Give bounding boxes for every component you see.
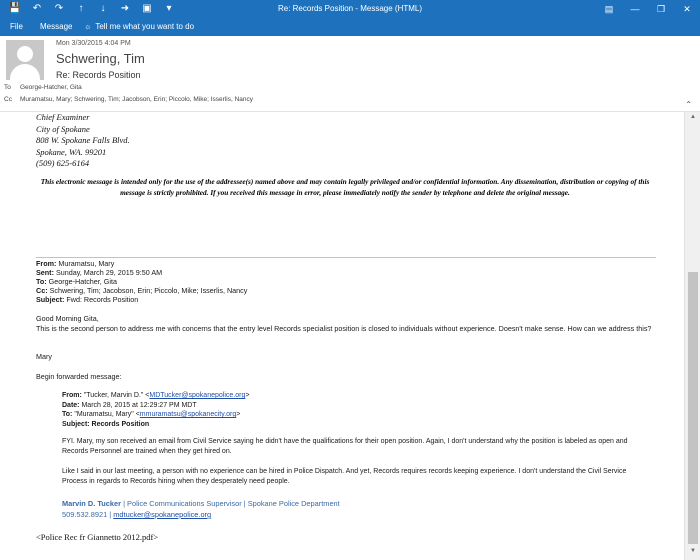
original-header	[62, 391, 249, 429]
tab-message[interactable]: Message	[40, 22, 73, 31]
orig-date-row	[62, 401, 249, 411]
paragraph: Like I said in our last meeting, a person with no experience can be hired in Police Dispatch. And yet, Records requires records keeping experience. I don't understand the Civil Service Process in regards to Records hiring when they desperately need people.	[62, 468, 627, 485]
minimize-icon[interactable]: —	[630, 4, 640, 14]
to-recipients[interactable]: George-Hatcher, Gita	[20, 84, 82, 91]
lightbulb-icon: ☼	[84, 22, 92, 31]
signoff-mary: Mary	[36, 352, 52, 361]
window-controls	[596, 0, 700, 18]
fwd-sent-row	[36, 268, 247, 277]
ribbon	[0, 18, 700, 36]
begin-forwarded: Begin forwarded message:	[36, 372, 122, 381]
separator-line	[36, 257, 656, 258]
tucker-dept: Spokane Police Department	[247, 499, 340, 508]
orig-to-row	[62, 410, 249, 420]
cc-row	[4, 96, 253, 103]
fwd-subject-row	[36, 295, 247, 304]
fwd-from-row	[36, 259, 247, 268]
fwd-from-value: Muramatsu, Mary	[58, 259, 115, 268]
orig-from-email-link[interactable]: MDTucker@spokanepolice.org	[149, 392, 246, 399]
to-label: To	[4, 84, 11, 91]
orig-subject-row	[62, 420, 249, 430]
message-date: Mon 3/30/2015 4:04 PM	[56, 40, 131, 47]
fwd-to-row	[36, 277, 247, 286]
redo-icon[interactable]: ↷	[54, 3, 64, 14]
attachment-reference[interactable]: <Police Rec fr Giannetto 2012.pdf>	[36, 532, 159, 542]
tucker-signature	[62, 498, 340, 520]
fwd-to-label: To:	[36, 277, 47, 286]
fwd-to-value: George-Hatcher, Gita	[48, 277, 117, 286]
signature-line: 808 W. Spokane Falls Blvd.	[36, 135, 130, 145]
orig-date-value: March 28, 2015 at 12:29:27 PM MDT	[81, 401, 197, 409]
fwd-cc-label: Cc:	[36, 286, 48, 295]
tell-me-placeholder: Tell me what you want to do	[95, 22, 195, 31]
cc-recipients[interactable]: Muramatsu, Mary; Schwering, Tim; Jacobson, Erin; Piccolo, Mike; Isserlis, Nancy	[20, 96, 253, 103]
orig-from-close: >	[245, 392, 250, 399]
down-arrow-icon[interactable]: ↓	[100, 3, 106, 14]
vertical-scrollbar[interactable]	[684, 112, 700, 560]
fwd-cc-row	[36, 286, 247, 295]
fwd-subject-value: Fwd: Records Position	[66, 295, 139, 304]
save-icon[interactable]: 💾	[8, 3, 22, 14]
tab-file[interactable]: File	[10, 22, 23, 31]
scroll-up-icon[interactable]: ▲	[690, 114, 696, 120]
confidentiality-disclaimer: This electronic message is intended only for the use of the addressee(s) named above and may contain legally privileged and/or confidential information. Any dissemination, distribution or copying of this message is strictly prohibited. If you received this message in error, please immediately notify the sender by telephone and delete the original message.	[40, 177, 650, 197]
orig-to-close: >	[236, 411, 241, 418]
tucker-email-link[interactable]: mdtucker@spokanepolice.org	[113, 510, 212, 519]
sig-separator: |	[107, 510, 114, 519]
window-title: Re: Records Position - Message (HTML)	[277, 4, 423, 13]
tucker-name: Marvin D. Tucker	[62, 499, 122, 508]
fwd-sent-value: Sunday, March 29, 2015 9:50 AM	[55, 268, 163, 277]
orig-to-email-link[interactable]: mmuramatsu@spokanecity.org	[139, 411, 237, 418]
collapse-header-icon[interactable]: ⌃	[685, 100, 692, 109]
forward-header	[36, 259, 247, 304]
undo-icon[interactable]: ↶	[32, 3, 42, 14]
more-icon[interactable]: ▾	[166, 3, 172, 14]
signature-line: Spokane, WA. 99201	[36, 146, 107, 157]
orig-from-label: From:	[62, 392, 82, 399]
signature-line: City of Spokane	[36, 123, 90, 134]
fwd-sent-label: Sent:	[36, 268, 54, 277]
ribbon-display-icon[interactable]: ▤	[604, 4, 614, 14]
orig-to-label: To:	[62, 411, 73, 418]
avatar	[6, 40, 44, 80]
sender-signature	[36, 112, 130, 170]
restore-icon[interactable]: ❐	[656, 4, 666, 14]
tucker-title: Police Communications Supervisor	[127, 499, 242, 508]
orig-subject-label: Subject: Records Position	[62, 420, 150, 428]
close-icon[interactable]: ✕	[683, 4, 691, 14]
tucker-sig-line2	[62, 509, 340, 520]
message-body	[0, 112, 684, 560]
sig-separator: |	[241, 499, 248, 508]
sig-separator: |	[121, 499, 128, 508]
greeting: Good Morning Gita,	[36, 314, 99, 323]
tell-me-search[interactable]	[84, 21, 194, 33]
paragraph: This is the second person to address me with concerns that the entry level Records specialist position is closed to individuals without experience. Doesn't make sense. How can we address this?	[36, 324, 652, 333]
to-row	[4, 84, 82, 91]
orig-from-row	[62, 391, 249, 401]
title-bar	[0, 0, 700, 18]
tucker-phone: 509.532.8921	[62, 510, 108, 519]
forward-icon[interactable]: ➜	[120, 3, 130, 14]
fwd-subject-label: Subject:	[36, 295, 65, 304]
fwd-from-label: From:	[36, 259, 57, 268]
avatar-shoulders	[10, 64, 40, 80]
orig-date-label: Date:	[62, 401, 80, 409]
signature-line: Chief Examiner	[36, 112, 90, 122]
signature-line: (509) 625-6164	[36, 158, 90, 168]
tucker-sig-line1	[62, 498, 340, 509]
mailbox-icon[interactable]: ▣	[142, 3, 152, 14]
scroll-thumb[interactable]	[688, 272, 698, 544]
avatar-head	[17, 46, 33, 62]
scroll-down-icon[interactable]: ▼	[690, 548, 696, 554]
orig-to-name: "Muramatsu, Mary" <	[74, 411, 140, 418]
up-arrow-icon[interactable]: ↑	[78, 3, 84, 14]
cc-label: Cc	[4, 96, 12, 103]
paragraph: FYI. Mary, my son received an email from Civil Service saying he didn't have the qualifications for their open position. Again, I don't understand why the position is labeled as open and Records Personnel are trained when they get hired on.	[62, 438, 628, 455]
orig-from-name: "Tucker, Marvin D." <	[83, 392, 150, 399]
fwd-cc-value: Schwering, Tim; Jacobson, Erin; Piccolo, Mike; Isserlis, Nancy	[49, 286, 248, 295]
message-header	[0, 36, 700, 112]
message-subject: Re: Records Position	[56, 70, 141, 80]
sender-name[interactable]: Schwering, Tim	[56, 51, 145, 66]
